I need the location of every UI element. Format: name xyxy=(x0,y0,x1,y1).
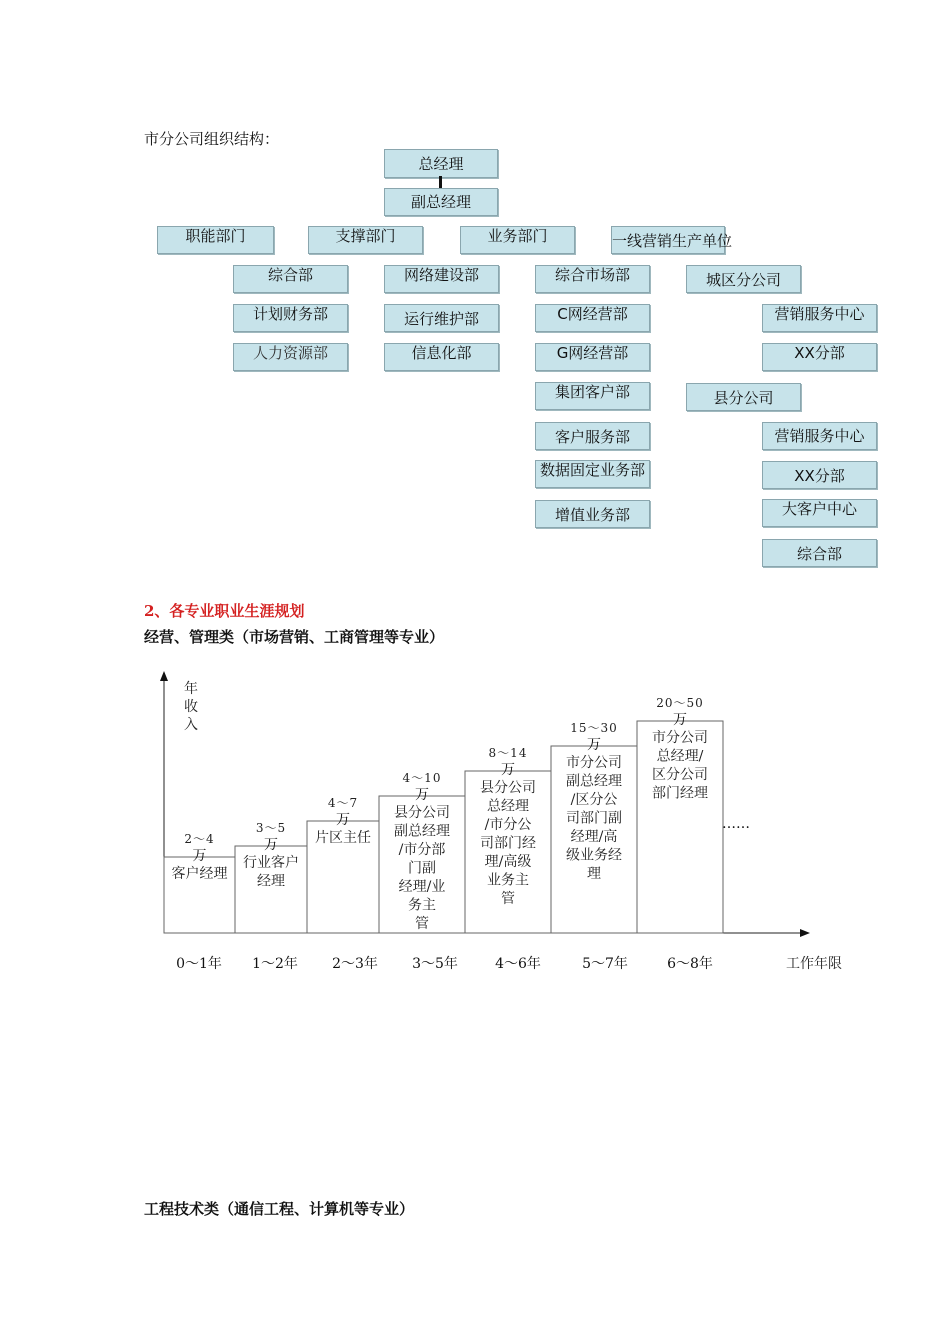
org-dept: 人力资源部 xyxy=(233,343,348,371)
org-chart-title: 市分公司组织结构： xyxy=(144,130,280,148)
org-branch-county: 县分公司 xyxy=(686,383,801,411)
career-path-chart xyxy=(0,660,950,990)
org-unit: XX分部 xyxy=(762,461,877,489)
org-branch-city: 城区分公司 xyxy=(686,265,801,293)
section-heading-engineering: 工程技术类（通信工程、计算机等专业） xyxy=(144,1200,415,1218)
x-axis-arrow xyxy=(800,929,810,937)
salary-unit-label: 万 xyxy=(587,737,601,753)
x-axis-label: 工作年限 xyxy=(786,956,842,972)
continuation-dots: …… xyxy=(722,816,750,832)
salary-unit-label: 万 xyxy=(415,787,429,803)
y-axis-arrow xyxy=(160,671,168,681)
salary-range-label: 15～30 xyxy=(570,721,618,735)
salary-range-label: 3～5 xyxy=(255,821,287,835)
role-label: 行业客户经理 xyxy=(243,855,299,890)
x-tick-label: 0～1年 xyxy=(176,956,222,972)
org-dept: 客户服务部 xyxy=(535,422,650,450)
org-dept: 综合部 xyxy=(233,265,348,293)
org-dept: 信息化部 xyxy=(384,343,499,371)
salary-unit-label: 万 xyxy=(336,812,350,828)
role-label: 县分公司总经理/市分公司部门经理/高级业务主管 xyxy=(480,780,536,907)
org-dept: 网络建设部 xyxy=(384,265,499,293)
section-subheading: 经营、管理类（市场营销、工商管理等专业） xyxy=(144,628,445,646)
section-heading: 2、各专业职业生涯规划 xyxy=(144,602,305,620)
org-unit: 综合部 xyxy=(762,539,877,567)
org-unit: 大客户中心 xyxy=(762,499,877,527)
org-category-frontline: 一线营销生产单位 xyxy=(611,226,725,254)
org-unit: 营销服务中心 xyxy=(762,304,877,332)
org-category-business: 业务部门 xyxy=(460,226,575,254)
org-unit: XX分部 xyxy=(762,343,877,371)
org-category-functional: 职能部门 xyxy=(157,226,274,254)
org-dept: 增值业务部 xyxy=(535,500,650,528)
x-tick-label: 2～3年 xyxy=(332,956,378,972)
org-dept: G网经营部 xyxy=(535,343,650,371)
role-label: 市分公司副总经理/区分公司部门副经理/高级业务经理 xyxy=(566,755,622,882)
salary-range-label: 4～7 xyxy=(327,796,359,810)
org-connector xyxy=(439,176,442,188)
salary-unit-label: 万 xyxy=(673,712,687,728)
org-box-general-manager: 总经理 xyxy=(384,149,498,178)
org-dept: 数据固定业务部 xyxy=(535,460,650,488)
org-category-support: 支撑部门 xyxy=(308,226,423,254)
org-dept: C网经营部 xyxy=(535,304,650,332)
org-unit: 营销服务中心 xyxy=(762,422,877,450)
x-tick-label: 4～6年 xyxy=(495,956,541,972)
x-tick-label: 6～8年 xyxy=(667,956,713,972)
salary-unit-label: 万 xyxy=(192,848,207,864)
role-label: 县分公司副总经理/市分部门副经理/业务主管 xyxy=(394,805,450,932)
org-dept: 综合市场部 xyxy=(535,265,650,293)
role-label: 片区主任 xyxy=(315,830,371,846)
salary-range-label: 20～50 xyxy=(656,696,704,710)
x-tick-label: 1～2年 xyxy=(252,956,298,972)
salary-unit-label: 万 xyxy=(264,837,278,853)
y-axis-label: 年收入 xyxy=(184,681,198,733)
salary-range-label: 8～14 xyxy=(488,746,528,760)
salary-unit-label: 万 xyxy=(501,762,515,778)
org-dept: 计划财务部 xyxy=(233,304,348,332)
org-dept: 运行维护部 xyxy=(384,304,499,332)
role-label: 市分公司总经理/区分公司部门经理 xyxy=(652,730,708,802)
x-tick-label: 3～5年 xyxy=(412,956,458,972)
org-dept: 集团客户部 xyxy=(535,382,650,410)
org-box-deputy-manager: 副总经理 xyxy=(384,188,498,216)
x-tick-label: 5～7年 xyxy=(582,956,628,972)
salary-range-label: 4～10 xyxy=(402,771,442,785)
role-label: 客户经理 xyxy=(171,866,228,882)
salary-range-label: 2～4 xyxy=(184,832,215,846)
